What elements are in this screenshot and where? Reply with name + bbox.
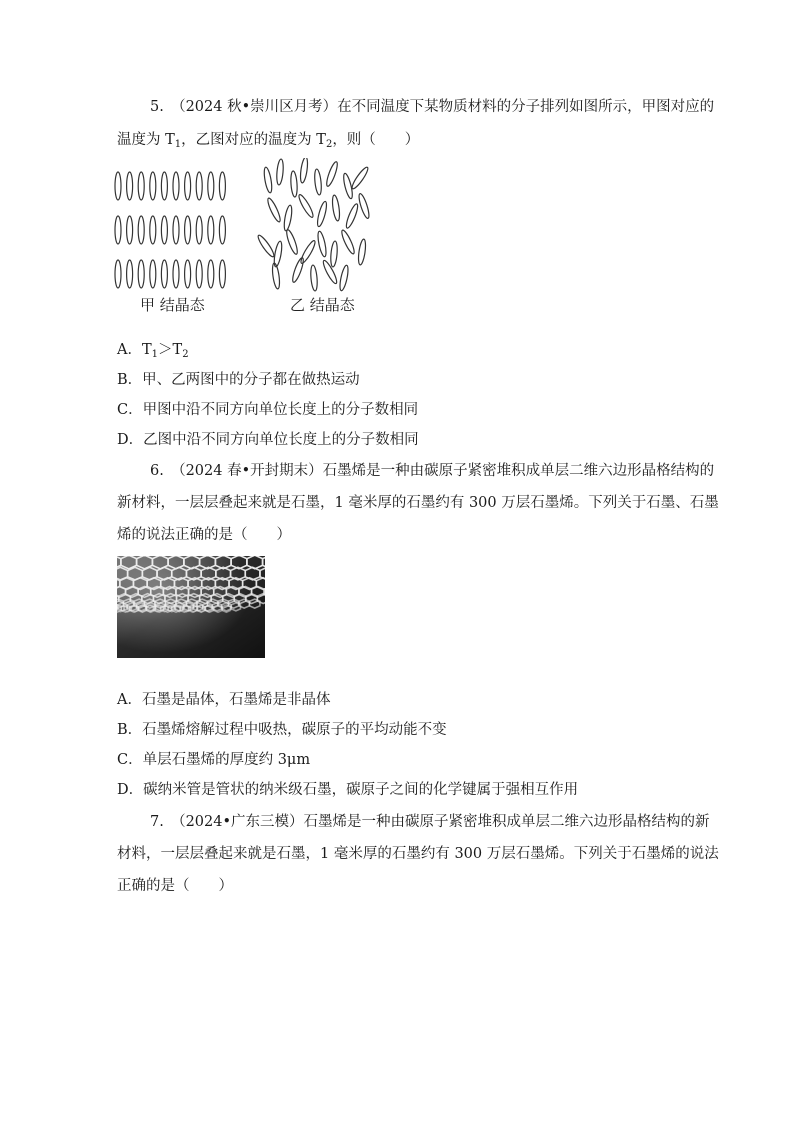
molecule-ellipse [196, 260, 202, 288]
q6-option-b[interactable]: B．石墨烯熔解过程中吸热，碳原子的平均动能不变 [117, 722, 447, 738]
molecule-ellipse [161, 172, 167, 200]
molecule-ellipse [299, 239, 317, 265]
molecule-ellipse [185, 260, 191, 288]
q5-option-b[interactable]: B．甲、乙两图中的分子都在做热运动 [117, 372, 360, 388]
molecule-ellipse [196, 216, 202, 244]
q6-option-c[interactable]: C．单层石墨烯的厚度约 3μm [117, 752, 311, 768]
molecule-ellipse [150, 260, 156, 288]
molecule-ellipse [196, 172, 202, 200]
molecule-ellipse [127, 216, 133, 244]
q5-option-a[interactable] [117, 340, 189, 360]
molecule-ellipse [127, 172, 133, 200]
molecule-ellipse [150, 172, 156, 200]
q7-stem-line3: 正确的是（ ） [117, 878, 233, 894]
molecule-ellipse [316, 201, 329, 228]
q6-option-d[interactable]: D．碳纳米管是管状的纳米级石墨，碳原子之间的化学键属于强相互作用 [117, 782, 579, 798]
q6-stem-line1: 6. （2024 春•开封期末）石墨烯是一种由碳原子紧密堆积成单层二维六边形晶格结构的 [150, 463, 715, 479]
q5-option-a-text-a: A．T [117, 342, 152, 358]
molecule-ellipse [316, 231, 327, 258]
molecule-ellipse [150, 216, 156, 244]
molecule-ellipse [127, 260, 133, 288]
q5-option-a-subscript-2: 2 [182, 349, 189, 360]
molecule-ellipse [208, 216, 214, 244]
molecule-ellipse [173, 260, 179, 288]
q5-option-a-text-b: ＞T [158, 342, 183, 358]
molecule-ellipse [299, 158, 309, 183]
molecule-ellipse [161, 260, 167, 288]
molecule-ellipse [256, 234, 276, 259]
molecule-ellipse [344, 203, 359, 229]
molecule-ellipse [357, 193, 371, 220]
molecule-ellipse [185, 216, 191, 244]
molecule-ellipse [276, 159, 284, 185]
molecule-ellipse [330, 241, 338, 267]
crystal-ordered-arrangement [115, 172, 225, 288]
molecule-ellipse [310, 265, 318, 291]
q5-stem-text-a: 温度为 T [117, 132, 175, 148]
molecule-ellipse [185, 172, 191, 200]
q5-stem-text-b: ，乙图对应的温度为 T [181, 132, 326, 148]
molecule-ellipse [291, 257, 306, 283]
molecule-ellipse [283, 205, 293, 232]
q5-stem-text-c: ，则（ ） [332, 132, 420, 148]
disordered-arrangement [256, 158, 371, 291]
q7-stem-line2: 材料，一层层叠起来就是石墨，1 毫米厚的石墨约有 300 万层石墨烯。下列关于石墨烯的说法 [117, 846, 719, 862]
q6-stem-line2: 新材料，一层层叠起来就是石墨，1 毫米厚的石墨约有 300 万层石墨烯。下列关于石墨、石墨 [117, 495, 719, 511]
molecule-ellipse [208, 172, 214, 200]
q7-stem-line1: 7. （2024•广东三模）石墨烯是一种由碳原子紧密堆积成单层二维六边形晶格结构的新 [150, 814, 710, 830]
q5-stem-line2 [117, 130, 419, 150]
molecule-ellipse [115, 216, 121, 244]
molecule-ellipse [338, 265, 349, 292]
q5-figure-caption-left: 甲 结晶态 [140, 296, 205, 314]
molecule-ellipse [219, 260, 225, 288]
molecule-ellipse [285, 229, 300, 255]
q5-option-a-subscript-1: 1 [151, 349, 159, 360]
molecule-ellipse [161, 216, 167, 244]
molecule-ellipse [340, 229, 356, 255]
q6-stem-line3: 烯的说法正确的是（ ） [117, 527, 291, 543]
q5-option-c[interactable]: C．甲图中沿不同方向单位长度上的分子数相同 [117, 402, 419, 418]
molecule-ellipse [331, 195, 341, 222]
molecule-ellipse [173, 216, 179, 244]
graphene-photo [117, 556, 265, 658]
molecule-ellipse [115, 260, 121, 288]
molecule-ellipse [219, 172, 225, 200]
molecule-ellipse [138, 172, 144, 200]
q5-figure-caption-right: 乙 结晶态 [290, 296, 355, 314]
q5-option-d[interactable]: D．乙图中沿不同方向单位长度上的分子数相同 [117, 432, 419, 448]
molecule-ellipse [325, 161, 340, 187]
molecule-ellipse [138, 260, 144, 288]
q5-subscript-1: 1 [174, 139, 182, 150]
molecule-ellipse [266, 197, 282, 223]
q5-molecule-figure [108, 158, 378, 320]
molecule-ellipse [263, 167, 273, 194]
q5-subscript-2: 2 [325, 139, 333, 150]
molecule-ellipse [138, 216, 144, 244]
molecule-ellipse [208, 260, 214, 288]
molecule-ellipse [350, 166, 370, 191]
molecule-ellipse [219, 216, 225, 244]
q5-stem-line1: 5. （2024 秋•崇川区月考）在不同温度下某物质材料的分子排列如图所示，甲图对应的 [150, 99, 715, 115]
molecule-ellipse [314, 169, 323, 195]
molecule-ellipse [357, 239, 367, 266]
molecule-ellipse [290, 171, 298, 197]
molecule-ellipse [115, 172, 121, 200]
q6-option-a[interactable]: A．石墨是晶体，石墨烯是非晶体 [117, 692, 331, 708]
molecule-ellipse [297, 193, 315, 219]
molecule-ellipse [173, 172, 179, 200]
